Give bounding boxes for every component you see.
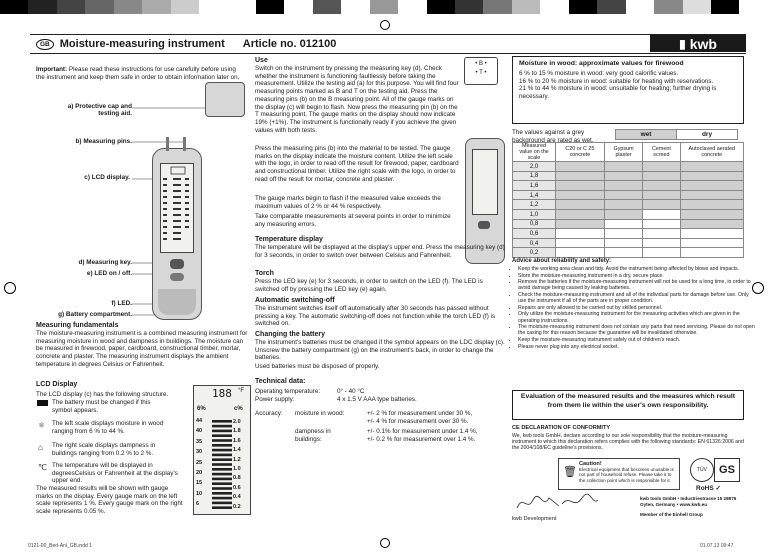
advice-item: • The moisture-measuring instrument does not contain any parts that need servicing. Please do not open the casing for this reason because the guarantee will be invalidated otherwise.	[518, 324, 758, 336]
caution-text: Electrical equipment that becomes unusable is not part of household refuse. Please take it to the collection point which is responsible for it.	[579, 467, 674, 483]
legend-wet: wet	[615, 129, 677, 140]
check-icon: ✓	[715, 485, 721, 492]
gauge-mark	[212, 468, 232, 471]
table-header: Measured value on the scale	[513, 143, 556, 162]
gauge-mark	[212, 420, 232, 423]
protective-cap-illustration	[205, 82, 245, 117]
table-cell-value: 1,2	[513, 200, 556, 210]
gauge-mark	[212, 502, 232, 505]
device-side-lcd	[472, 149, 498, 215]
gauge-mark	[212, 458, 232, 461]
table-cell	[643, 219, 680, 229]
advice-item: • Repairs are only allowed to be carried out by skilled personnel.	[518, 305, 758, 311]
advice-item: • Only utilize the moisture-measuring instrument for the measuring activities which are given in the operating instructions.	[518, 311, 758, 323]
label-led-on-off: e) LED on / off.	[86, 270, 132, 277]
table-row	[513, 229, 744, 239]
use-text-1: Switch on the instrument by pressing the measuring key (d). Check whether the instrument is functioning faultlessly before taking the measurement. Utilize the testing aid (a) for this purpose. You will find four measuring points marked as B and T on the testing aid. Press the measuring pins (b) on the B measuring point. All of the gauge marks on the display (c) will begin to flash. Now press the measuring pin (b) on the T measuring point. The gauge marks on the display should now indicate 19% (+1%). The instrument is functionally ready if you achieve the given values with both tests.	[255, 65, 459, 134]
table-cell-value: 0,8	[513, 219, 556, 229]
table-row	[513, 219, 744, 229]
advice-item: • Keep the working area clean and tidy. Avoid the instrument being affected by blows and impacts.	[518, 266, 758, 272]
table-cell	[680, 181, 743, 191]
table-cell-value: 1,6	[513, 181, 556, 191]
advice-item: • Please never plug into any electrical socket.	[518, 344, 758, 350]
lcd-marks-text: The measured results will be shown with gauge marks on the display. Every gauge mark on the left scale represents 1 %. Every gauge mark on the right scale represents 0.05 %.	[36, 485, 183, 516]
table-cell	[556, 200, 605, 210]
lcd-left-tick: 10	[196, 490, 203, 497]
lcd-right-tick: 1.0	[233, 466, 241, 473]
printer-color-bar	[0, 0, 768, 14]
gauge-mark	[212, 473, 232, 476]
ce-icon: CE	[512, 425, 522, 431]
label-measuring-pins: b) Measuring pins.	[75, 138, 132, 145]
gauge-mark	[212, 463, 232, 466]
table-cell	[556, 229, 605, 239]
gauge-mark	[212, 444, 232, 447]
testing-aid-t: T	[479, 70, 483, 76]
table-cell	[643, 190, 680, 200]
table-cell	[604, 162, 642, 172]
battery-change-text: The instrument's batteries must be changed if the symbol appears on the LDC display (c). Unscrew the battery compartment (g) on the instrument's back, in order to change the batteries.	[255, 339, 505, 362]
table-header: Cement screed	[643, 143, 680, 162]
page-title: Moisture-measuring instrument	[59, 38, 225, 50]
table-cell	[604, 171, 642, 181]
lcd-right-tick: 1.8	[233, 428, 241, 435]
table-cell	[604, 190, 642, 200]
advice-list	[504, 266, 758, 350]
lcd-right-head: c%	[234, 406, 243, 412]
technical-block: Operating temperature: 0° - 40 °C Power supply: 4 x 1.5 V AAA type batteries. Accuracy: moisture in wood: +/- 2 % for measurement under 30 %, +/- 4 % for measurement over 30 %. dampness in buildings: +/- 0.1% for measurement under 1.4 %, +/- 0.2 % for measurement over 1.4 %.	[255, 388, 478, 443]
fundamentals-title: Measuring fundamentals	[36, 322, 119, 329]
gs-mark: GS	[714, 458, 740, 482]
legend-dry: dry	[676, 129, 738, 140]
table-cell	[604, 219, 642, 229]
table-row	[513, 190, 744, 200]
table-cell	[604, 248, 642, 258]
table-row	[513, 209, 744, 219]
company-address: kwb tools GmbH • Industriestrasse 15 28876 Oyten, Germany • www.kwb.eu	[640, 496, 737, 507]
gauge-mark	[212, 492, 232, 495]
lcd-left-head: 6%	[197, 406, 206, 412]
registration-mark-bottom	[380, 538, 390, 548]
lcd-left-scale	[196, 416, 210, 510]
caution-title: Caution!	[579, 461, 602, 467]
conformity-text: We, kwb tools GmbH, declare according to our sole responsibility that the moisture-measuring instrument to which this declaration refers complies with the following standards: EN 61326:2006 and the 2004/108/EC guideline's provisions.	[512, 433, 744, 452]
gauge-mark	[212, 478, 232, 481]
lcd-left-tick: 44	[196, 418, 203, 424]
table-cell-value: 0,4	[513, 238, 556, 248]
table-row	[513, 238, 744, 248]
table-cell	[680, 219, 743, 229]
use-text-3: The gauge marks begin to flash if the measured value exceeds the maximum values of 2 % or 44 % respectively.	[255, 195, 441, 210]
registration-mark-left	[4, 282, 16, 294]
gauge-mark	[212, 449, 232, 452]
lcd-detail-illustration	[193, 385, 251, 515]
table-cell	[556, 171, 605, 181]
device-illustration	[152, 148, 202, 320]
table-cell	[604, 238, 642, 248]
lcd-left-tick: 35	[196, 438, 203, 445]
table-cell	[643, 248, 680, 258]
header-rule-top	[30, 34, 746, 35]
measuring-pin-left	[166, 137, 169, 151]
lcd-left-tick: 30	[196, 449, 203, 456]
label-led: f) LED.	[111, 300, 132, 307]
gauge-mark	[212, 454, 232, 457]
table-cell-value: 0,2	[513, 248, 556, 258]
lcd-right-tick: 1.6	[233, 437, 241, 444]
kwb-development: kwb Development	[512, 516, 557, 522]
table-header-row	[513, 143, 744, 162]
table-cell	[556, 181, 605, 191]
table-cell	[643, 171, 680, 181]
table-cell	[680, 171, 743, 181]
lcd-right-tick: 1.4	[233, 447, 241, 454]
table-row	[513, 162, 744, 172]
table-cell	[556, 209, 605, 219]
table-cell-value: 1,4	[513, 190, 556, 200]
temperature-title: Temperature display	[255, 236, 323, 243]
lcd-battery-text: The battery must be changed if this symbol appears.	[52, 399, 151, 414]
lcd-unit: °F	[238, 388, 245, 394]
conformity-title: CE DECLARATION OF CONFORMITY	[512, 425, 611, 431]
gauge-mark	[212, 430, 232, 433]
lcd-digits: 188	[212, 387, 232, 400]
advice-item: • Store the moisture-measuring instrument in a dry, secure place.	[518, 273, 758, 279]
brand-logo: ▮ kwb	[650, 35, 746, 52]
evaluation-box: Evaluation of the measured results and the measures which result from them lie within the user's own responsibility.	[512, 390, 744, 420]
table-cell	[604, 209, 642, 219]
table-cell	[680, 209, 743, 219]
lcd-building-text: The right scale displays dampness in buildings ranging from 0.2 % to 2 %.	[52, 442, 156, 457]
advice-item: • Remove the batteries if the moisture-measuring instrument will not be used for a long time, in order to avoid damage being caused by leaking batteries.	[518, 279, 758, 291]
table-header: Autoclaved aerated concrete	[680, 143, 743, 162]
table-cell	[680, 248, 743, 258]
table-row	[513, 171, 744, 181]
table-cell	[643, 162, 680, 172]
header	[36, 38, 336, 50]
table-header: C20 or C 25 concrete	[556, 143, 605, 162]
temperature-icon: ℃	[38, 463, 47, 472]
battery-disposal-text: Used batteries must be disposed of properly.	[255, 363, 380, 370]
header-rule-bottom	[30, 53, 746, 54]
wood-box-line-2: 16 % to 20 % moisture in wood: suitable for heating with reservations.	[519, 77, 714, 85]
lcd-right-tick: 2.0	[233, 419, 241, 425]
lcd-right-tick: 0.6	[233, 484, 241, 491]
table-cell-value: 0,6	[513, 229, 556, 239]
signature-1	[515, 492, 565, 514]
lcd-display-title: LCD Display	[36, 381, 78, 388]
caution-box	[558, 458, 680, 490]
auto-off-title: Automatic switching-off	[255, 297, 335, 304]
gauge-mark	[212, 425, 232, 428]
important-note: Important: Please read these instructions for use carefully before using the instrument and keep them safe in order to obtain information later on.	[36, 66, 240, 81]
print-date: 01.07.13 09:47	[700, 543, 734, 549]
gauge-mark	[212, 439, 232, 442]
wood-box-line-3: 21 % to 44 % moisture in wood: unsuitable for heating; further drying is necessary.	[519, 85, 717, 101]
table-cell	[556, 219, 605, 229]
lang-badge: GB	[36, 39, 54, 50]
gauge-mark	[212, 487, 232, 490]
battery-change-title: Changing the battery	[255, 331, 326, 338]
label-battery-compartment: g) Battery compartment.	[58, 311, 132, 318]
building-icon: ⌂	[38, 443, 43, 452]
table-cell	[556, 238, 605, 248]
auto-off-text: The instrument switches itself off automatically after 30 seconds has passed without pressing a key. The automatic switching-off does not function while the torch LED (f) is switched on.	[255, 305, 496, 328]
table-row	[513, 248, 744, 258]
lcd-left-tick: 40	[196, 428, 203, 435]
recycle-bin-icon: 🗑	[563, 466, 577, 478]
print-file-name: 0121-00_Bed-Anl_GB.indd 1	[28, 543, 92, 549]
lcd-right-tick: 0.4	[233, 494, 241, 501]
lcd-right-tick: 1.2	[233, 456, 241, 463]
lcd-temp-text: The temperature will be displayed in degreesCelsius or Fahrenheit at the display's upper end.	[52, 462, 178, 485]
torch-text: Press the LED key (e) for 3 seconds, in order to switch on the LED (f). The LED is switched off by pressing the LED key (e) again.	[255, 278, 483, 293]
fundamentals-text: The moisture-measuring instrument is a combined measuring instrument for measuring moisture in wood and dampness in buildings. The moisture can be measured in firewood, paper, cardboard, constructional timber, mortar, concrete and plaster. The measuring instrument displays the ambient temperature in degrees Celsius or Fahrenheit.	[36, 330, 248, 368]
article-number: Article no. 012100	[242, 38, 337, 50]
lcd-wood-text: The left scale displays moisture in wood ranging from 6 % to 44 %.	[52, 420, 164, 435]
table-cell	[680, 229, 743, 239]
signature-2	[560, 490, 600, 512]
table-cell	[556, 248, 605, 258]
lcd-right-tick: 0.8	[233, 475, 241, 482]
lcd-left-tick: 20	[196, 470, 203, 477]
device-side-key	[478, 221, 490, 229]
table-cell	[643, 209, 680, 219]
table-cell	[643, 238, 680, 248]
table-cell	[604, 200, 642, 210]
lcd-left-tick: 25	[196, 459, 203, 466]
technical-title: Technical data:	[255, 378, 306, 385]
gauge-mark	[212, 434, 232, 437]
advice-item: • Keep the moisture-measuring instrument safely out of children's reach.	[518, 337, 758, 343]
lcd-right-scale	[233, 418, 249, 512]
use-text-4: Take comparable measurements at several points in order to minimize any measuring errors.	[255, 213, 451, 228]
table-row	[513, 181, 744, 191]
table-cell	[643, 200, 680, 210]
lcd-display-intro: The LCD display (c) has the following structure.	[36, 391, 169, 398]
table-cell	[680, 238, 743, 248]
wood-box-title: Moisture in wood: approximate values for firewood	[519, 60, 684, 67]
gauge-mark	[212, 482, 232, 485]
table-cell-value: 1,0	[513, 209, 556, 219]
table-cell	[604, 181, 642, 191]
rohs-mark: RoHS ✓	[696, 485, 721, 492]
legend-text: The values against a grey background are rated as wet.	[512, 129, 594, 144]
label-lcd-display: c) LCD display.	[84, 174, 130, 181]
tuv-seal-icon: TÜV	[690, 458, 714, 482]
table-cell	[643, 229, 680, 239]
testing-aid-illustration: • B • • T •	[464, 57, 498, 85]
table-cell	[680, 162, 743, 172]
table-cell	[556, 190, 605, 200]
wood-icon: ⚛	[38, 421, 46, 430]
table-header: Gypsum plaster	[604, 143, 642, 162]
wood-box-line-1: 6 % to 15 % moisture in wood: very good calorific values.	[519, 70, 679, 77]
lcd-gauge-bars	[210, 418, 234, 512]
advice-title: Advice about reliability and safety:	[512, 258, 612, 264]
testing-aid-b: B	[478, 61, 483, 67]
table-cell	[604, 229, 642, 239]
use-title: Use	[255, 57, 268, 64]
label-measuring-key: d) Measuring key.	[78, 259, 132, 266]
measuring-pin-right	[183, 137, 186, 151]
torch-title: Torch	[255, 270, 274, 277]
brand-name: kwb	[689, 35, 717, 52]
table-cell	[680, 200, 743, 210]
table-cell-value: 2,0	[513, 162, 556, 172]
registration-mark-top	[380, 20, 390, 30]
table-cell	[556, 162, 605, 172]
led-key-illustration	[170, 273, 184, 281]
einhell-member: Member of the Einhell Group	[640, 512, 703, 517]
use-text-2: Press the measuring pins (b) into the material to be tested. The gauge marks on the display indicate the moisture content. Utilize the left scale with the logo, in order to read off the result for firewood, paper, cardboard and constructional timber. Utilize the right scale with the logo, in order to read off the result for mortar, concrete and plaster.	[255, 145, 459, 183]
battery-compartment-illustration	[158, 289, 196, 315]
wood-values-box	[512, 56, 744, 124]
lcd-left-tick: 15	[196, 480, 203, 487]
measuring-key-illustration	[170, 259, 184, 269]
table-row	[513, 200, 744, 210]
advice-item: • Check the moisture-measuring instrument and all of the individual parts for damage before use. Only use the instrument if all of the parts are in proper condition.	[518, 292, 758, 304]
battery-icon	[37, 400, 48, 406]
gauge-mark	[212, 506, 232, 509]
table-cell	[643, 181, 680, 191]
table-cell	[680, 190, 743, 200]
table-cell-value: 1,8	[513, 171, 556, 181]
small-lcd-scale	[161, 164, 193, 252]
lcd-right-tick: 0.2	[233, 503, 241, 510]
lcd-left-tick: 6	[196, 501, 200, 508]
temperature-text: The temperature will be displayed at the display's upper end. Press the measuring key (d) for 3 seconds, in order to switch over between Celsius and Fahrenheit.	[255, 244, 505, 259]
gauge-mark	[212, 497, 232, 500]
measurement-table	[512, 142, 744, 258]
small-lcd	[160, 163, 194, 253]
label-protective-cap: a) Protective cap and testing aid.	[67, 103, 132, 117]
